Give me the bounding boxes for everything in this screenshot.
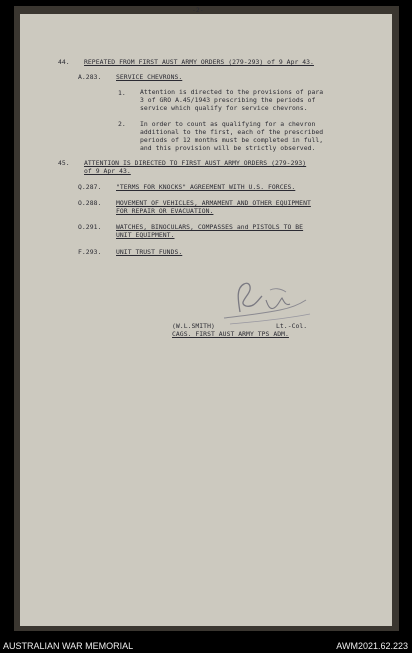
para-1-line-1: Attention is directed to the provisions of para <box>140 88 324 96</box>
section-44-heading: REPEATED FROM FIRST AUST ARMY ORDERS (279-293) of 9 Apr 43. <box>84 58 314 66</box>
item-q287-code: Q.287. <box>78 183 102 191</box>
para-2-number: 2. <box>118 120 126 128</box>
item-o288-line-2: FOR REPAIR OR EVACUATION. <box>116 207 214 215</box>
para-2-line-2: additional to the first, each of the prescribed <box>140 128 324 136</box>
footer <box>0 641 412 653</box>
item-f293-code: F.293. <box>78 248 102 256</box>
footer-catalogue-number: AWM2021.62.223 <box>336 641 408 651</box>
page-number: -2- <box>192 6 204 14</box>
signatory-rank: Lt.-Col. <box>276 322 308 330</box>
section-45-heading-line-2: of 9 Apr 43. <box>84 167 131 175</box>
signatory-title: CAGS. FIRST AUST ARMY TPS ADM. <box>172 330 289 338</box>
footer-institution: AUSTRALIAN WAR MEMORIAL <box>3 641 134 651</box>
para-2-line-1: In order to count as qualifying for a chevron <box>140 120 316 128</box>
item-o288-code: O.288. <box>78 199 102 207</box>
item-a283-code: A.283. <box>78 73 102 81</box>
section-45-heading-line-1: ATTENTION IS DIRECTED TO FIRST AUST ARMY ORDERS (279-293) <box>84 159 307 167</box>
para-2-line-3: periods of 12 months must be completed in full, <box>140 136 324 144</box>
section-45-number: 45. <box>58 159 70 167</box>
document-page <box>20 6 392 626</box>
para-1-line-3: service which qualify for service chevrons. <box>140 104 308 112</box>
item-a283-title: SERVICE CHEVRONS. <box>116 73 183 81</box>
item-o288-line-1: MOVEMENT OF VEHICLES, ARMAMENT AND OTHER EQUIPMENT <box>116 199 311 207</box>
item-o291-line-1: WATCHES, BINOCULARS, COMPASSES and PISTOLS TO BE <box>116 223 304 231</box>
signatory-name: (W.L.SMITH) <box>172 322 215 330</box>
para-2-line-4: and this provision will be strictly observed. <box>140 144 316 152</box>
item-o291-line-2: UNIT EQUIPMENT. <box>116 231 175 239</box>
para-1-number: 1. <box>118 89 126 97</box>
section-44-number: 44. <box>58 58 70 66</box>
item-o291-code: O.291. <box>78 223 102 231</box>
para-1-line-2: 3 of GRO A.45/1943 prescribing the periods of <box>140 96 316 104</box>
item-f293-text: UNIT TRUST FUNDS. <box>116 248 183 256</box>
item-q287-text: "TERMS FOR KNOCKS" AGREEMENT WITH U.S. FORCES. <box>116 183 296 191</box>
